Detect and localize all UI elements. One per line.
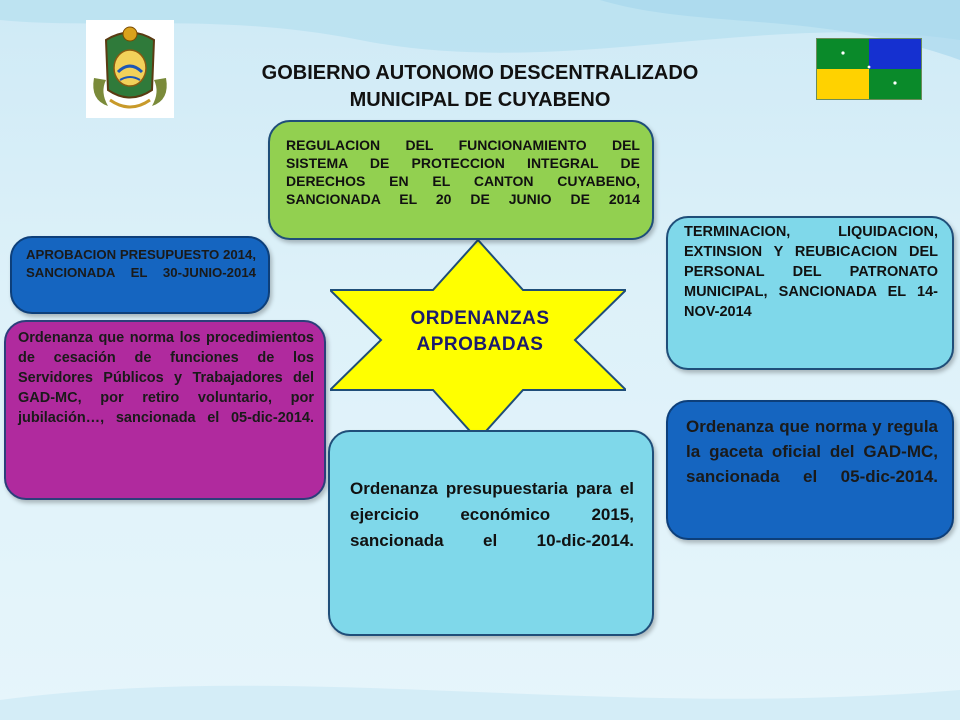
ordinance-text-right-top: TERMINACION, LIQUIDACION, EXTINSION Y REUBICACION DEL PERSONAL DEL PATRONATO MUNICIPAL, SANCIONADA EL 14-NOV-2014 — [684, 224, 938, 320]
center-label-line-1: ORDENANZAS — [410, 308, 550, 329]
cuyabeno-flag — [816, 38, 922, 100]
ordinance-box-top-green — [268, 120, 654, 240]
ordinance-box-right-top-cyan — [666, 216, 954, 370]
ordinance-text-right-bottom: Ordenanza que norma y regula la gaceta oficial del GAD-MC, sancionada el 05-dic-2014. — [686, 417, 938, 486]
center-star-label — [380, 306, 580, 358]
ordinance-text-left-bottom: Ordenanza que norma los procedimientos de cesación de funciones de los Servidores Públicos y Trabajadores del GAD-MC, por retiro voluntario, por jubilación…, sancionada el 05-dic-2014. — [18, 330, 314, 426]
ordinance-text-bottom: Ordenanza presupuestaria para el ejercicio económico 2015, sancionada el 10-dic-2014. — [350, 479, 634, 550]
ordinance-text-top: REGULACION DEL FUNCIONAMIENTO DEL SISTEMA DE PROTECCION INTEGRAL DE DERECHOS EN EL CANTON CUYABENO, SANCIONADA EL 20 DE JUNIO DE 2014 — [286, 137, 640, 207]
title-line-1: GOBIERNO AUTONOMO DESCENTRALIZADO — [261, 62, 699, 84]
ordinance-box-left-bottom-purple — [4, 320, 326, 500]
ordinance-text-left-top: APROBACION PRESUPUESTO 2014, SANCIONADA EL 30-JUNIO-2014 — [26, 247, 256, 280]
center-label-line-2: APROBADAS — [416, 334, 544, 355]
title-line-2: MUNICIPAL DE CUYABENO — [349, 89, 611, 111]
municipal-coat-of-arms-logo — [86, 20, 174, 118]
ordinance-box-right-bottom-blue — [666, 400, 954, 540]
ordinance-box-bottom-cyan — [328, 430, 654, 636]
page-title — [180, 60, 780, 114]
ordinance-box-left-top-blue — [10, 236, 270, 314]
